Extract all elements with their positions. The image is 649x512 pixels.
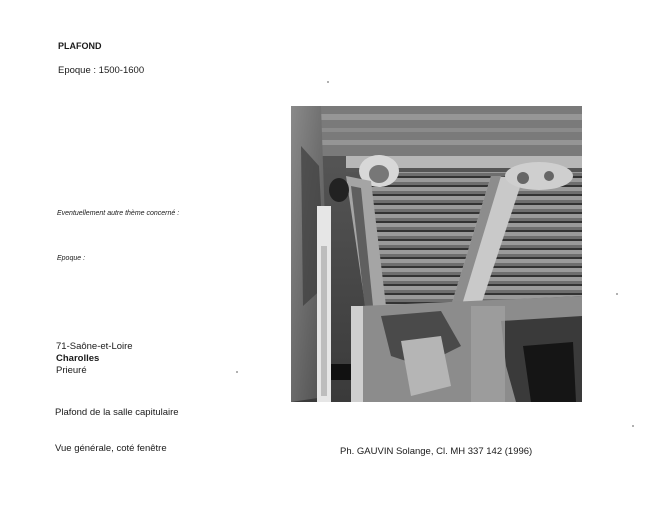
theme-field-label: Eventuellement autre thème concerné :: [57, 210, 180, 217]
view-caption: Vue générale, coté fenêtre: [55, 443, 167, 454]
ceiling-photograph: [291, 106, 582, 402]
scan-speck: [616, 293, 618, 295]
department-label: 71-Saône-et-Loire: [56, 341, 133, 352]
photo-credit: Ph. GAUVIN Solange, Cl. MH 337 142 (1996): [340, 446, 533, 457]
page-title: PLAFOND: [58, 41, 102, 51]
scan-speck: [236, 371, 238, 373]
commune-label: Charolles: [56, 353, 100, 364]
epoque-field-label: Epoque :: [57, 255, 86, 262]
scan-speck: [327, 81, 329, 83]
scan-speck: [632, 425, 634, 427]
subject-caption: Plafond de la salle capitulaire: [55, 407, 179, 418]
edifice-label: Prieuré: [56, 365, 87, 376]
epoque-line: Epoque : 1500-1600: [58, 65, 145, 76]
